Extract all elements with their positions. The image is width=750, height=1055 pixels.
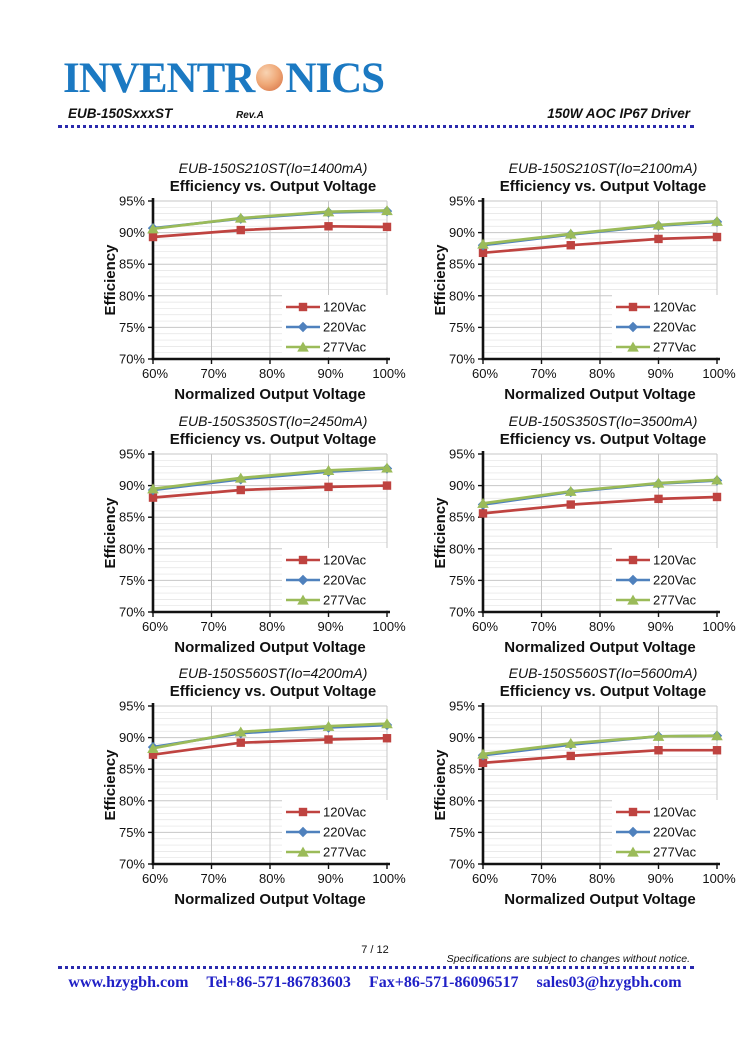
x-tick-label: 90%: [647, 871, 674, 886]
marker-square: [629, 556, 637, 564]
model-number: EUB-150SxxxST: [68, 106, 173, 121]
logo-text-prefix: INVENTR: [63, 55, 255, 102]
x-tick-label: 70%: [200, 871, 227, 886]
y-tick-label: 85%: [118, 761, 145, 777]
y-axis-title: Efficiency: [102, 497, 119, 569]
telephone: Tel+86-571-86783603: [206, 974, 351, 991]
inventronics-logo: [63, 54, 384, 103]
x-tick-label: 60%: [471, 871, 499, 886]
y-tick-label: 75%: [118, 824, 145, 840]
x-tick-label: 80%: [258, 619, 286, 634]
marker-square: [567, 500, 575, 508]
x-tick-label: 80%: [258, 366, 286, 381]
y-tick-label: 95%: [118, 701, 145, 714]
x-axis-title: Normalized Output Voltage: [174, 386, 366, 403]
legend-label: 220Vac: [653, 319, 697, 335]
legend-label: 120Vac: [323, 299, 367, 315]
x-axis-title: Normalized Output Voltage: [174, 891, 366, 908]
efficiency-chart-svg: [430, 196, 750, 408]
x-tick-label: 90%: [647, 619, 674, 634]
legend-label: 220Vac: [323, 319, 367, 335]
y-tick-label: 80%: [118, 541, 145, 557]
legend-label: 220Vac: [653, 824, 697, 840]
legend-label: 277Vac: [653, 844, 697, 860]
y-tick-label: 80%: [448, 793, 475, 809]
chart-subtitle: EUB-150S350ST(Io=3500mA): [508, 413, 698, 429]
marker-square: [654, 746, 662, 754]
y-tick-label: 80%: [448, 541, 475, 557]
chart-panel-150s210st-1400ma: [100, 159, 430, 411]
legend-label: 120Vac: [323, 552, 367, 568]
logo-text-suffix: NICS: [285, 55, 385, 102]
y-tick-label: 80%: [118, 288, 145, 304]
chart-title: Efficiency vs. Output Voltage: [169, 431, 377, 448]
y-axis-title: Efficiency: [102, 749, 119, 821]
y-axis-title: Efficiency: [102, 244, 119, 316]
y-tick-label: 70%: [448, 604, 475, 620]
chart-subtitle: EUB-150S210ST(Io=1400mA): [178, 160, 368, 176]
y-tick-label: 75%: [118, 572, 145, 588]
y-tick-label: 85%: [448, 761, 475, 777]
efficiency-chart-svg: [430, 449, 750, 661]
marker-square: [237, 486, 245, 494]
marker-square: [324, 735, 332, 743]
y-tick-label: 95%: [448, 701, 475, 714]
specs-notice: Specifications are subject to changes without notice.: [446, 953, 690, 965]
y-tick-label: 95%: [118, 196, 145, 209]
efficiency-chart-svg: [430, 701, 750, 913]
marker-square: [629, 808, 637, 816]
chart-title: Efficiency vs. Output Voltage: [499, 431, 707, 448]
y-tick-label: 95%: [448, 449, 475, 462]
x-tick-label: 90%: [317, 366, 344, 381]
marker-square: [299, 556, 307, 564]
y-tick-label: 70%: [448, 856, 475, 872]
legend-label: 120Vac: [323, 804, 367, 820]
efficiency-chart-svg: [100, 701, 430, 913]
y-tick-label: 80%: [448, 288, 475, 304]
y-tick-label: 75%: [448, 572, 475, 588]
chart-subtitle: EUB-150S210ST(Io=2100mA): [508, 160, 698, 176]
legend-label: 120Vac: [653, 804, 697, 820]
legend-label: 120Vac: [653, 552, 697, 568]
efficiency-chart-svg: [100, 196, 430, 408]
x-tick-label: 60%: [141, 871, 169, 886]
y-axis-title: Efficiency: [432, 244, 449, 316]
marker-square: [149, 233, 157, 241]
y-tick-label: 75%: [448, 319, 475, 335]
chart-panel-150s350st-3500ma: [430, 412, 750, 664]
marker-square: [479, 509, 487, 517]
marker-square: [713, 746, 721, 754]
chart-title: Efficiency vs. Output Voltage: [169, 683, 377, 700]
x-axis-title: Normalized Output Voltage: [504, 891, 696, 908]
x-tick-label: 70%: [200, 619, 227, 634]
x-tick-label: 90%: [317, 871, 344, 886]
y-axis-title: Efficiency: [432, 497, 449, 569]
x-tick-label: 70%: [530, 619, 557, 634]
legend-label: 277Vac: [323, 592, 367, 608]
marker-square: [324, 483, 332, 491]
legend-label: 277Vac: [653, 339, 697, 355]
legend-label: 220Vac: [653, 572, 697, 588]
x-tick-label: 100%: [702, 366, 736, 381]
marker-square: [567, 241, 575, 249]
marker-square: [299, 808, 307, 816]
x-tick-label: 100%: [372, 366, 406, 381]
x-axis-title: Normalized Output Voltage: [504, 386, 696, 403]
y-tick-label: 85%: [448, 509, 475, 525]
y-tick-label: 85%: [448, 256, 475, 272]
marker-square: [629, 303, 637, 311]
x-tick-label: 100%: [372, 871, 406, 886]
footer-divider: [58, 966, 694, 969]
chart-panel-150s210st-2100ma: [430, 159, 750, 411]
x-tick-label: 60%: [471, 619, 499, 634]
website-link[interactable]: www.hzygbh.com: [68, 974, 189, 991]
x-tick-label: 80%: [258, 871, 286, 886]
marker-square: [237, 226, 245, 234]
contact-bar: [0, 974, 750, 992]
y-tick-label: 70%: [118, 351, 145, 367]
marker-square: [567, 752, 575, 760]
efficiency-chart-svg: [100, 449, 430, 661]
marker-square: [383, 481, 391, 489]
header-divider: [58, 125, 694, 128]
logo-orange-sphere-icon: [256, 64, 283, 91]
legend-label: 120Vac: [653, 299, 697, 315]
chart-panel-150s560st-5600ma: [430, 664, 750, 916]
marker-square: [654, 495, 662, 503]
sales-email-link[interactable]: sales03@hzygbh.com: [536, 974, 682, 991]
page-number: 7 / 12: [361, 944, 389, 956]
x-axis-title: Normalized Output Voltage: [174, 639, 366, 656]
chart-title: Efficiency vs. Output Voltage: [169, 178, 377, 195]
revision-label: Rev.A: [236, 110, 264, 121]
y-tick-label: 70%: [118, 856, 145, 872]
chart-title: Efficiency vs. Output Voltage: [499, 178, 707, 195]
x-tick-label: 90%: [647, 366, 674, 381]
x-tick-label: 70%: [530, 366, 557, 381]
marker-square: [383, 734, 391, 742]
document-subheader: [60, 106, 692, 124]
x-axis-title: Normalized Output Voltage: [504, 639, 696, 656]
y-tick-label: 80%: [118, 793, 145, 809]
x-tick-label: 100%: [372, 619, 406, 634]
y-tick-label: 75%: [448, 824, 475, 840]
y-tick-label: 75%: [118, 319, 145, 335]
marker-square: [237, 738, 245, 746]
chart-subtitle: EUB-150S350ST(Io=2450mA): [178, 413, 368, 429]
chart-title: Efficiency vs. Output Voltage: [499, 683, 707, 700]
x-tick-label: 60%: [141, 619, 169, 634]
product-title: 150W AOC IP67 Driver: [547, 106, 690, 121]
fax-number: Fax+86-571-86096517: [368, 974, 519, 991]
marker-square: [299, 303, 307, 311]
legend-label: 277Vac: [653, 592, 697, 608]
y-tick-label: 70%: [448, 351, 475, 367]
marker-square: [654, 235, 662, 243]
chart-panel-150s350st-2450ma: [100, 412, 430, 664]
legend-label: 277Vac: [323, 339, 367, 355]
y-tick-label: 90%: [448, 730, 475, 746]
x-tick-label: 70%: [530, 871, 557, 886]
y-tick-label: 85%: [118, 256, 145, 272]
x-tick-label: 80%: [588, 619, 616, 634]
chart-subtitle: EUB-150S560ST(Io=5600mA): [508, 665, 698, 681]
y-tick-label: 90%: [118, 730, 145, 746]
y-axis-title: Efficiency: [432, 749, 449, 821]
marker-square: [383, 223, 391, 231]
y-tick-label: 90%: [118, 478, 145, 494]
marker-square: [713, 493, 721, 501]
y-tick-label: 95%: [118, 449, 145, 462]
x-tick-label: 60%: [471, 366, 499, 381]
chart-panel-150s560st-4200ma: [100, 664, 430, 916]
x-tick-label: 60%: [141, 366, 169, 381]
legend-label: 220Vac: [323, 824, 367, 840]
x-tick-label: 90%: [317, 619, 344, 634]
y-tick-label: 70%: [118, 604, 145, 620]
y-tick-label: 90%: [118, 225, 145, 241]
marker-square: [713, 233, 721, 241]
marker-square: [324, 222, 332, 230]
legend-label: 277Vac: [323, 844, 367, 860]
y-tick-label: 90%: [448, 225, 475, 241]
x-tick-label: 70%: [200, 366, 227, 381]
y-tick-label: 85%: [118, 509, 145, 525]
x-tick-label: 80%: [588, 871, 616, 886]
x-tick-label: 80%: [588, 366, 616, 381]
chart-subtitle: EUB-150S560ST(Io=4200mA): [178, 665, 368, 681]
legend-label: 220Vac: [323, 572, 367, 588]
y-tick-label: 90%: [448, 478, 475, 494]
y-tick-label: 95%: [448, 196, 475, 209]
x-tick-label: 100%: [702, 619, 736, 634]
x-tick-label: 100%: [702, 871, 736, 886]
